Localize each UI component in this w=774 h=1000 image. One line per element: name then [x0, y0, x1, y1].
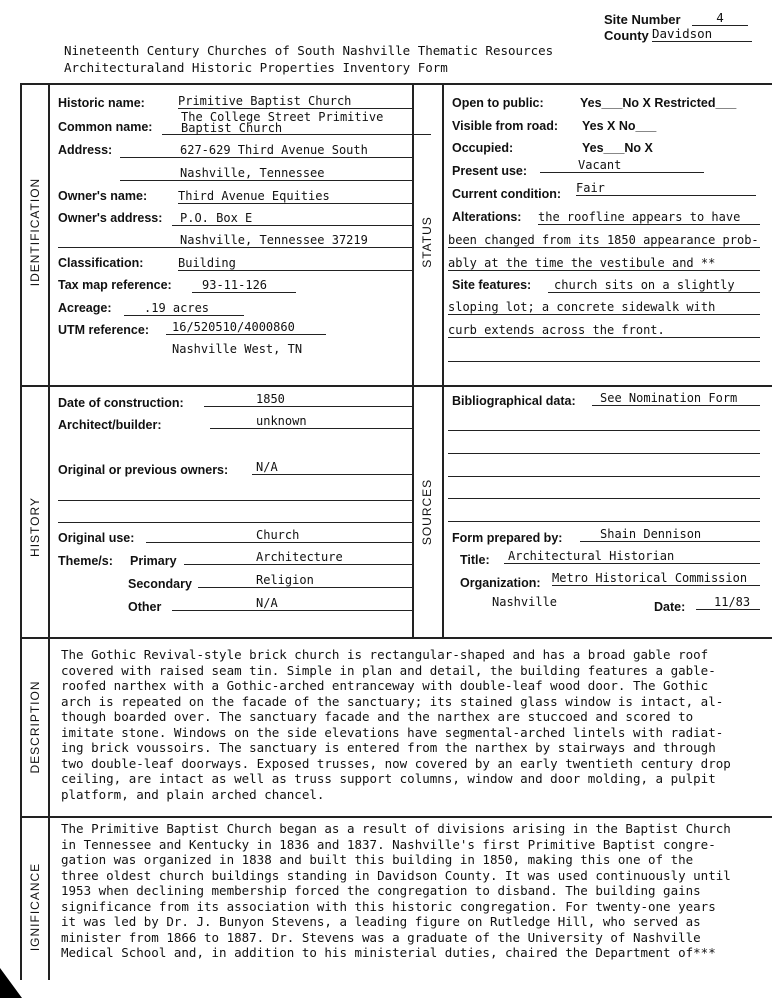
address-label: Address: — [58, 143, 113, 157]
utm-value-1: 16/520510/4000860 — [166, 320, 326, 335]
open-to-public-options: Yes___No X Restricted___ — [580, 96, 737, 110]
occupied-options: Yes___No X — [582, 141, 653, 155]
section-description: DESCRIPTION — [28, 680, 42, 774]
site-features-label: Site features: — [452, 278, 532, 292]
tax-map-value: 93-11-126 — [192, 278, 296, 293]
owners-name-label: Owner's name: — [58, 189, 148, 203]
description-line: roofed narthex with a Gothic-arched entranceway with double-leaf wood door. The Gothic — [61, 678, 709, 693]
address-value-2: Nashville, Tennessee — [120, 166, 412, 181]
frame-mid-left — [412, 83, 414, 638]
address-value-1: 627-629 Third Avenue South — [120, 143, 412, 158]
description-line: The Gothic Revival-style brick church is rectangular-shaped and has a broad gable roof — [61, 647, 709, 662]
owners-name-value: Third Avenue Equities — [178, 189, 412, 204]
historic-name-value: Primitive Baptist Church — [178, 94, 412, 109]
section-status: STATUS — [420, 216, 434, 268]
form-prepared-by-label: Form prepared by: — [452, 531, 563, 545]
significance-line: The Primitive Baptist Church began as a result of divisions arising in the Baptist Church — [61, 821, 731, 836]
site-number-label: Site Number — [604, 12, 681, 27]
section-history: HISTORY — [28, 497, 42, 557]
sources-blank-2 — [448, 437, 760, 454]
status-blank-line — [448, 345, 760, 362]
frame-row3-bottom — [20, 816, 772, 818]
significance-text — [61, 821, 731, 961]
alterations-value-3: ably at the time the vestibule and ** — [448, 256, 760, 271]
sources-blank-5 — [448, 505, 760, 522]
significance-line: gation was organized in 1838 and built this building in 1850, making this one of the — [61, 852, 694, 867]
description-line: imitate stone. Windows on the side elevations have segmental-arched lintels with radiat- — [61, 724, 724, 740]
frame-left-inner — [48, 83, 50, 980]
description-line: ing brick voussoirs. The sanctuary is entered from the narthex by stairways and through — [61, 740, 716, 755]
frame-row1-bottom — [20, 385, 772, 387]
section-sources: SOURCES — [420, 478, 434, 546]
frame-left-outer — [20, 83, 22, 980]
theme-other-label: Other — [128, 600, 162, 614]
theme-primary-label: Primary — [130, 554, 177, 568]
theme-secondary-label: Secondary — [128, 577, 192, 591]
common-name-value-1: The College Street Primitive — [181, 110, 384, 124]
architect-builder-label: Architect/builder: — [58, 418, 162, 432]
description-text — [61, 647, 731, 802]
sources-blank-3 — [448, 460, 760, 477]
alterations-value-1: the roofline appears to have — [538, 210, 760, 225]
site-features-value-3: curb extends across the front. — [448, 323, 760, 338]
sources-blank-4 — [448, 482, 760, 499]
occupied-label: Occupied: — [452, 141, 514, 155]
significance-line: minister from 1866 to 1887. Dr. Stevens was a graduate of the University of Nashville — [61, 929, 701, 945]
owners-address-value-1: P.O. Box E — [172, 211, 412, 226]
classification-label: Classification: — [58, 256, 144, 270]
form-title-line2: Architecturaland Historic Properties Inventory Form — [64, 60, 448, 75]
site-features-value-1: church sits on a slightly — [548, 278, 760, 293]
acreage-label: Acreage: — [58, 301, 112, 315]
significance-line: three oldest church buildings standing in Davidson County. It was used continuously until — [61, 867, 731, 883]
visible-from-road-options: Yes X No___ — [582, 119, 657, 133]
description-line: though boarded over. The sanctuary facade and the narthex are stuccoed and scored to — [61, 709, 694, 724]
significance-line: significance from its association with this historic congregation. For twenty-one years — [61, 898, 716, 914]
description-line: ceiling, are intact as well as truss support columns, window and door molding, a pulpit — [61, 771, 716, 786]
form-title-line1: Nineteenth Century Churches of South Nashville Thematic Resources — [64, 43, 554, 58]
current-condition-label: Current condition: — [452, 187, 562, 201]
prepared-date-label: Date: — [654, 600, 686, 614]
preparer-title-label: Title: — [460, 553, 490, 567]
bibliographical-data-label: Bibliographical data: — [452, 394, 576, 408]
description-line: covered with raised seam tin. Simple in plan and detail, the building features a gable- — [61, 662, 716, 678]
preparer-title-value: Architectural Historian — [504, 549, 760, 564]
theme-other-value: N/A — [172, 596, 412, 611]
prepared-date-value: 11/83 — [696, 595, 760, 610]
significance-line: in Tennessee and Kentucky in 1836 and 1837. Nashville's first Primitive Baptist congre- — [61, 836, 716, 852]
themes-label: Theme/s: — [58, 554, 113, 568]
previous-owners-label: Original or previous owners: — [58, 463, 229, 477]
original-use-label: Original use: — [58, 531, 135, 545]
classification-value: Building — [178, 256, 412, 271]
present-use-value: Vacant — [540, 158, 704, 173]
county-label: County — [604, 28, 649, 43]
section-significance: IGNIFICANCE — [28, 862, 42, 952]
site-features-value-2: sloping lot; a concrete sidewalk with — [448, 300, 760, 315]
open-to-public-label: Open to public: — [452, 96, 544, 110]
common-name-value-2: Baptist Church — [162, 122, 431, 135]
sources-blank-1 — [448, 414, 760, 431]
site-number-value: 4 — [692, 10, 748, 26]
form-prepared-by-value: Shain Dennison — [580, 527, 760, 542]
organization-value-1: Metro Historical Commission — [552, 571, 760, 586]
owners-address-value-2: Nashville, Tennessee 37219 — [58, 233, 412, 248]
significance-line: 1953 when declining membership forced the congregation to disband. The building gains — [61, 883, 701, 898]
alterations-label: Alterations: — [452, 210, 522, 224]
historic-name-label: Historic name: — [58, 96, 145, 110]
description-line: platform, and plain arched chancel. — [61, 786, 325, 802]
organization-value-2: Nashville — [492, 595, 558, 609]
common-name-label: Common name: — [58, 120, 153, 134]
frame-top — [20, 83, 772, 85]
description-line: two double-leaf doorways. Exposed trusses, now covered by an early twentieth century drop — [61, 755, 731, 771]
previous-owners-value: N/A — [252, 460, 412, 475]
utm-value-2: Nashville West, TN — [172, 342, 303, 356]
tax-map-label: Tax map reference: — [58, 278, 172, 292]
section-identification: IDENTIFICATION — [28, 177, 42, 287]
current-condition-value: Fair — [576, 181, 756, 196]
frame-row2-bottom — [20, 637, 772, 639]
original-use-value: Church — [146, 528, 412, 543]
bibliographical-data-value: See Nomination Form — [592, 391, 760, 406]
architect-builder-value: unknown — [210, 414, 412, 429]
theme-secondary-value: Religion — [198, 573, 412, 588]
county-value: Davidson — [652, 26, 752, 42]
utm-label: UTM reference: — [58, 323, 149, 337]
previous-owners-blank-1 — [58, 484, 412, 501]
significance-line: Medical School and, in addition to his ministerial duties, chaired the Department of*** — [61, 945, 716, 960]
date-of-construction-label: Date of construction: — [58, 396, 184, 410]
previous-owners-blank-2 — [58, 506, 412, 523]
date-of-construction-value: 1850 — [204, 392, 412, 407]
theme-primary-value: Architecture — [184, 550, 412, 565]
significance-line: it was led by Dr. J. Bunyon Stevens, a leading figure on Rutledge Hill, who served as — [61, 914, 701, 929]
description-line: arch is repeated on the facade of the sanctuary; its stained glass window is intact, al- — [61, 693, 724, 709]
present-use-label: Present use: — [452, 164, 528, 178]
alterations-value-2: been changed from its 1850 appearance prob- — [448, 233, 759, 247]
scan-corner-mark — [0, 968, 22, 998]
owners-address-label: Owner's address: — [58, 211, 163, 225]
organization-label: Organization: — [460, 576, 541, 590]
acreage-value: .19 acres — [124, 301, 244, 316]
frame-mid-right — [442, 83, 444, 638]
visible-from-road-label: Visible from road: — [452, 119, 559, 133]
